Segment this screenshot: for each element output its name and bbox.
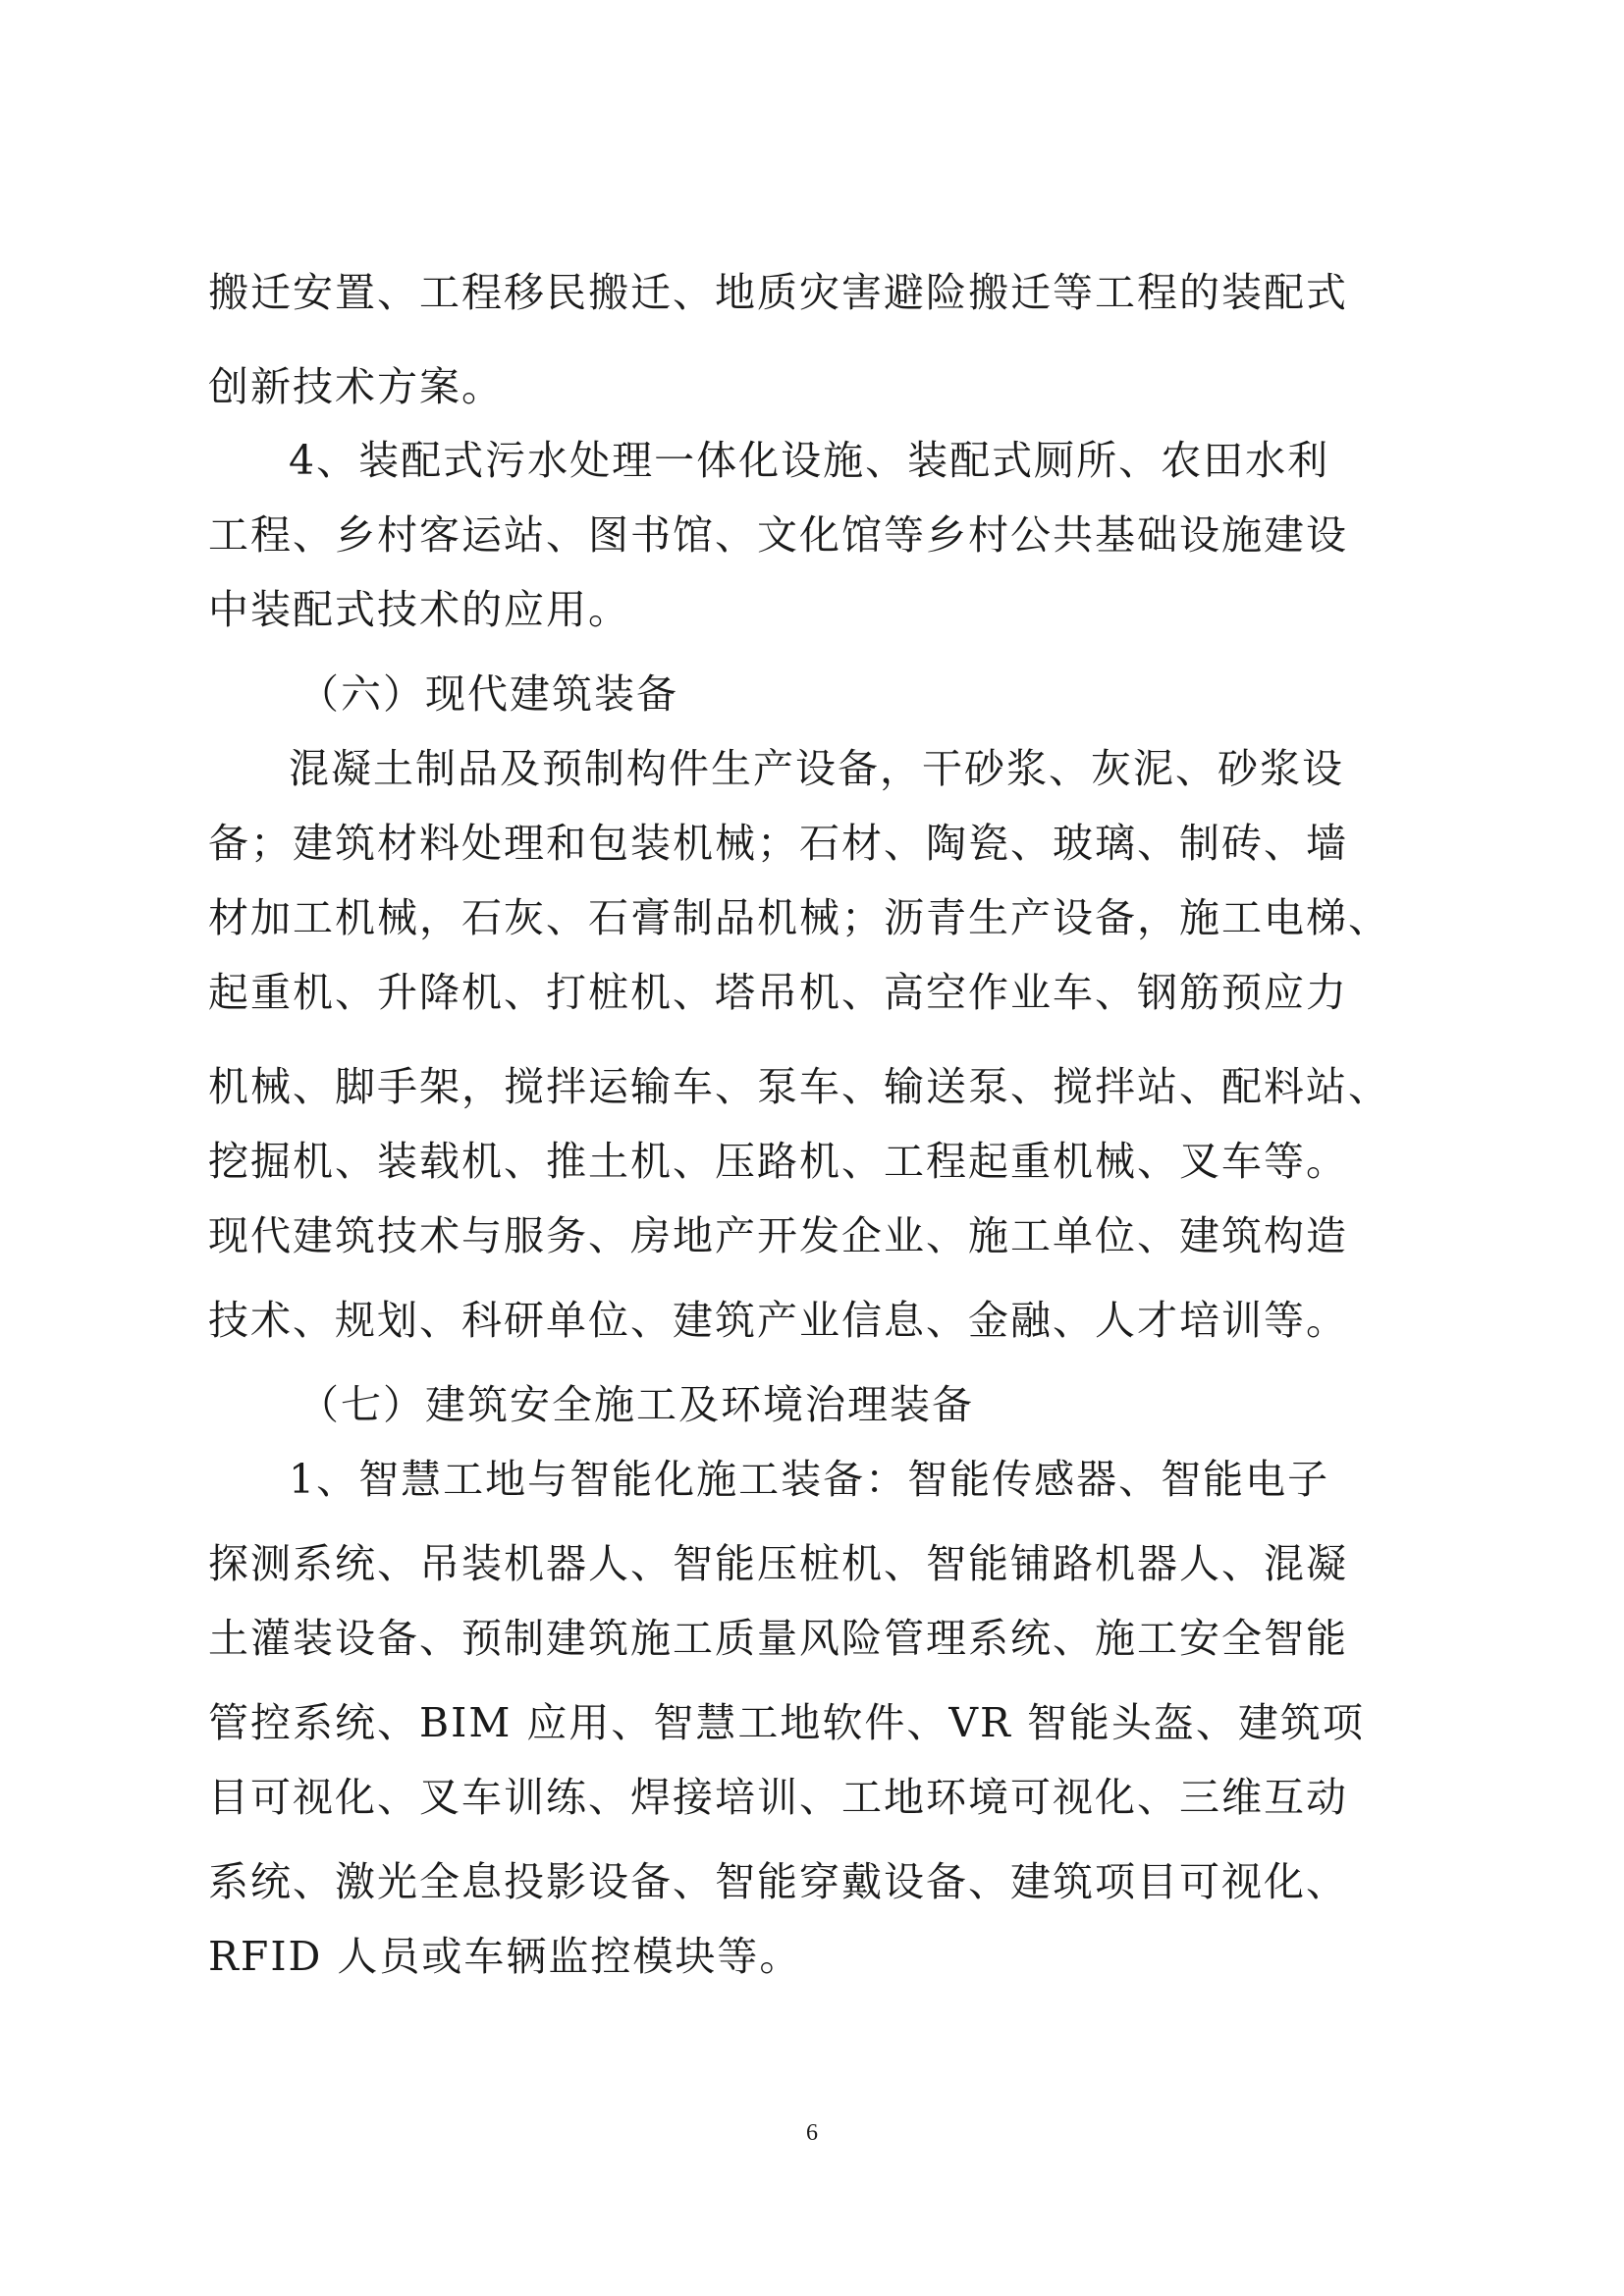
paragraph-line: 工程、乡村客运站、图书馆、文化馆等乡村公共基础设施建设 (208, 511, 1348, 559)
paragraph-line: RFID 人员或车辆监控模块等。 (208, 1933, 802, 1980)
paragraph-line: 目可视化、叉车训练、焊接培训、工地环境可视化、三维互动 (208, 1774, 1348, 1821)
paragraph-line: 技术、规划、科研单位、建筑产业信息、金融、人才培训等。 (208, 1297, 1348, 1344)
page-number: 6 (806, 2120, 818, 2146)
paragraph-line: 备；建筑材料处理和包装机械；石材、陶瓷、玻璃、制砖、墙 (208, 820, 1348, 867)
paragraph-line: 管控系统、BIM 应用、智慧工地软件、VR 智能头盔、建筑项 (208, 1699, 1365, 1746)
section-heading: （六）现代建筑装备 (298, 670, 678, 718)
paragraph-line: 起重机、升降机、打桩机、塔吊机、高空作业车、钢筋预应力 (208, 969, 1348, 1016)
paragraph-line: 1、智慧工地与智能化施工装备：智能传感器、智能电子 (289, 1456, 1330, 1503)
paragraph-line: 混凝土制品及预制构件生产设备，干砂浆、灰泥、砂浆设 (289, 745, 1344, 792)
paragraph-line: 机械、脚手架，搅拌运输车、泵车、输送泵、搅拌站、配料站、 (208, 1063, 1390, 1110)
paragraph-line: 搬迁安置、工程移民搬迁、地质灾害避险搬迁等工程的装配式 (208, 269, 1348, 316)
paragraph-line: 中装配式技术的应用。 (208, 586, 630, 633)
paragraph-line: 系统、激光全息投影设备、智能穿戴设备、建筑项目可视化、 (208, 1858, 1348, 1905)
paragraph-line: 挖掘机、装载机、推土机、压路机、工程起重机械、叉车等。 (208, 1138, 1348, 1185)
paragraph-line: 现代建筑技术与服务、房地产开发企业、施工单位、建筑构造 (208, 1212, 1348, 1259)
paragraph-line: 探测系统、吊装机器人、智能压桩机、智能铺路机器人、混凝 (208, 1540, 1348, 1587)
paragraph-line: 土灌装设备、预制建筑施工质量风险管理系统、施工安全智能 (208, 1615, 1348, 1662)
section-heading: （七）建筑安全施工及环境治理装备 (298, 1381, 974, 1428)
paragraph-line: 材加工机械，石灰、石膏制品机械；沥青生产设备，施工电梯、 (208, 894, 1390, 941)
paragraph-line: 4、装配式污水处理一体化设施、装配式厕所、农田水利 (289, 437, 1330, 484)
paragraph-line: 创新技术方案。 (208, 363, 504, 410)
